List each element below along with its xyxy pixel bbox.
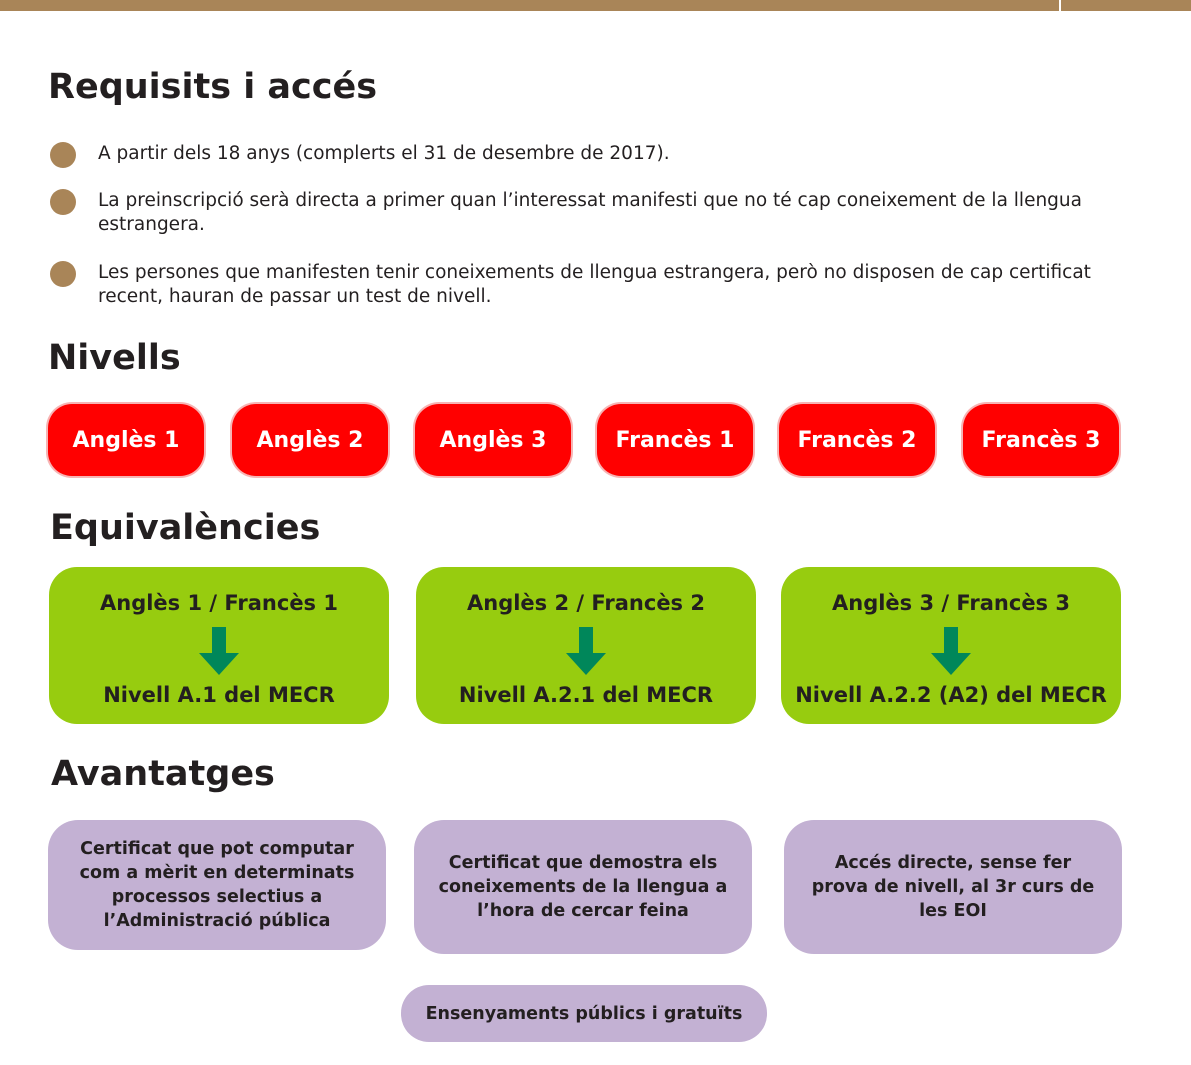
arrow-down-icon (566, 627, 606, 675)
circle-bullet-icon (50, 189, 76, 215)
equivalence-level: Nivell A.1 del MECR (103, 683, 335, 707)
top-bar-divider (1059, 0, 1061, 11)
equivalence-card (49, 567, 389, 724)
equivalence-card (416, 567, 756, 724)
avantatges-title: Avantatges (51, 754, 275, 794)
equivalence-course: Anglès 1 / Francès 1 (100, 591, 338, 615)
advantage-card-wide: Ensenyaments públics i gratuïts (401, 985, 767, 1042)
list-item-text: A partir dels 18 anys (complerts el 31 de desembre de 2017). (98, 143, 670, 164)
equivalence-course: Anglès 3 / Francès 3 (832, 591, 1070, 615)
list-item-text: La preinscripció serà directa a primer quan l’interessat manifesti que no té cap coneixement de la llengua estrangera. (98, 190, 1082, 235)
circle-bullet-icon (50, 142, 76, 168)
equivalence-card (781, 567, 1121, 724)
advantage-card: Certificat que demostra els coneixements de la llengua a l’hora de cercar feina (414, 820, 752, 954)
equivalence-level: Nivell A.2.2 (A2) del MECR (795, 683, 1107, 707)
list-item-text: Les persones que manifesten tenir coneixements de llengua estrangera, però no disposen de cap certificat recent, hauran de passar un test de nivell. (98, 262, 1091, 307)
top-accent-bar (0, 0, 1191, 11)
equivalencies-title: Equivalències (50, 508, 321, 548)
arrow-down-icon (199, 627, 239, 675)
arrow-down-icon (931, 627, 971, 675)
level-angles-2: Anglès 2 (232, 404, 388, 476)
circle-bullet-icon (50, 261, 76, 287)
requisits-title: Requisits i accés (48, 67, 378, 107)
level-angles-1: Anglès 1 (48, 404, 204, 476)
level-frances-3: Francès 3 (963, 404, 1119, 476)
level-angles-3: Anglès 3 (415, 404, 571, 476)
equivalence-course: Anglès 2 / Francès 2 (467, 591, 705, 615)
advantage-card: Accés directe, sense fer prova de nivell, al 3r curs de les EOI (784, 820, 1122, 954)
advantage-card: Certificat que pot computar com a mèrit en determinats processos selectius a l’Administració pública (48, 820, 386, 950)
level-frances-2: Francès 2 (779, 404, 935, 476)
level-frances-1: Francès 1 (597, 404, 753, 476)
nivells-title: Nivells (48, 338, 181, 378)
equivalence-level: Nivell A.2.1 del MECR (458, 683, 714, 707)
